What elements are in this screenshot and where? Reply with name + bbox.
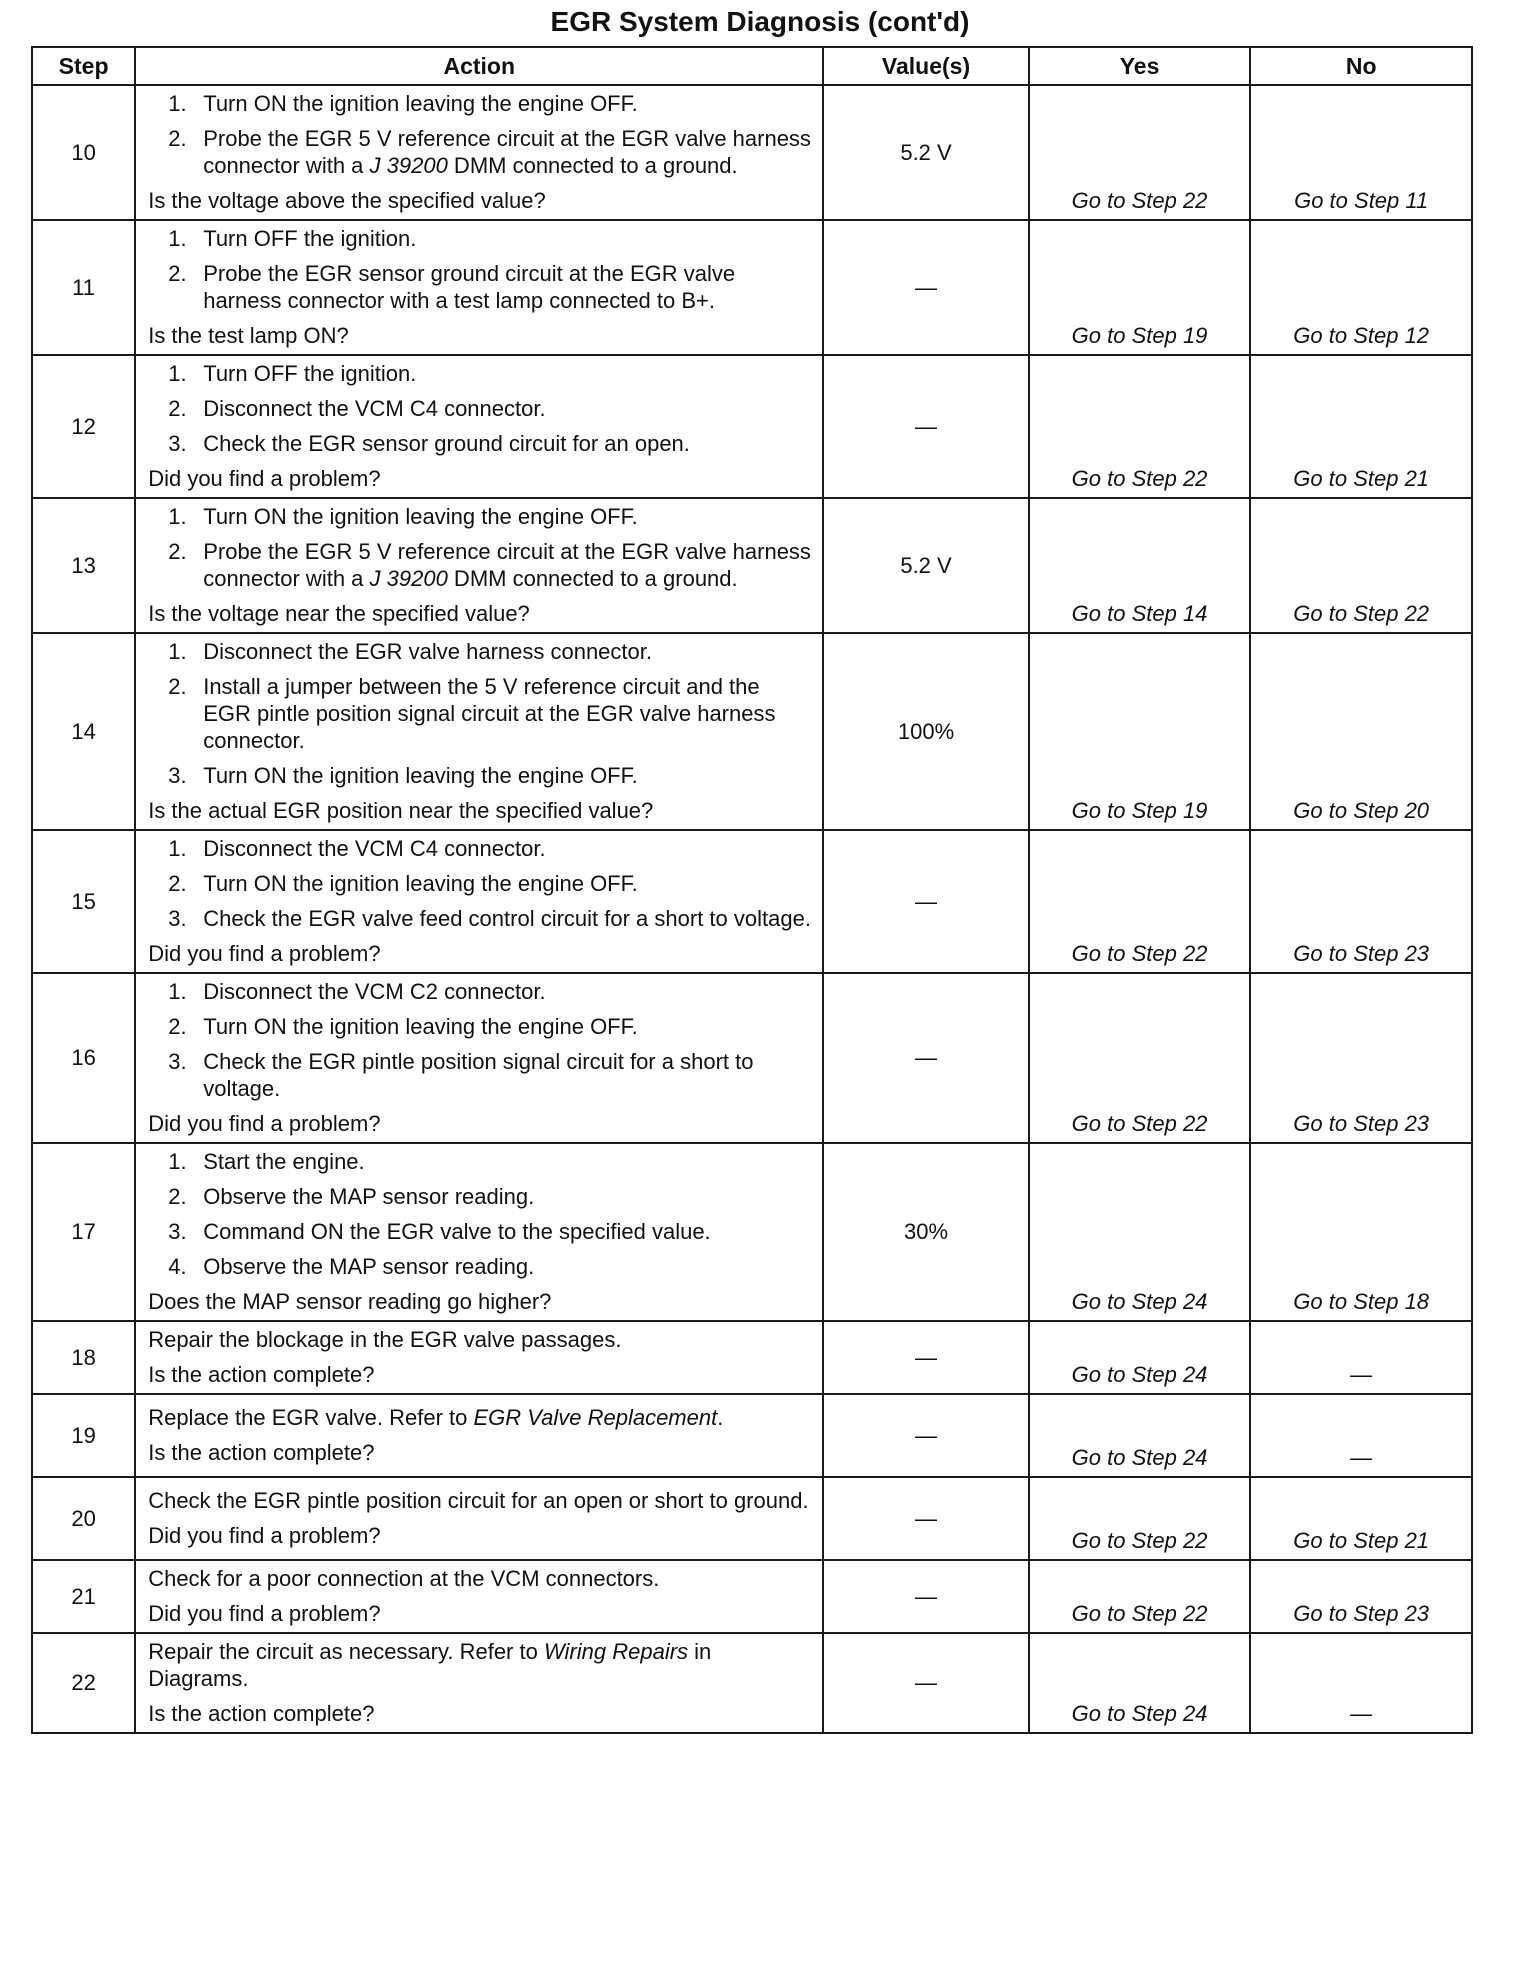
no-cell: Go to Step 22 xyxy=(1250,498,1472,633)
yes-cell: Go to Step 22 xyxy=(1029,355,1251,498)
table-row xyxy=(32,830,1472,973)
action-step xyxy=(148,870,812,897)
action-step xyxy=(148,225,812,252)
action-cell xyxy=(135,973,823,1143)
action-step xyxy=(148,905,812,932)
no-cell: Go to Step 12 xyxy=(1250,220,1472,355)
table-row xyxy=(32,1143,1472,1321)
yes-cell: Go to Step 22 xyxy=(1029,973,1251,1143)
diagnosis-table xyxy=(31,46,1473,1734)
action-step-number: 2. xyxy=(168,261,187,286)
action-question: Did you find a problem? xyxy=(148,466,381,491)
action-question: Does the MAP sensor reading go higher? xyxy=(148,1289,552,1314)
action-step-number: 3. xyxy=(168,763,187,788)
table-row xyxy=(32,355,1472,498)
table-body xyxy=(32,85,1472,1733)
action-step-number: 2. xyxy=(168,871,187,896)
action-step xyxy=(148,1253,812,1280)
value-cell: — xyxy=(823,1633,1028,1733)
yes-cell: Go to Step 24 xyxy=(1029,1633,1251,1733)
action-step xyxy=(148,125,812,179)
action-text: Replace the EGR valve. Refer to EGR Valve Replacement. xyxy=(148,1405,724,1430)
step-number: 14 xyxy=(32,633,135,830)
action-step-text: Probe the EGR 5 V reference circuit at the EGR valve harness connector with a J 39200 DMM connected to a ground. xyxy=(203,539,811,591)
action-step-number: 1. xyxy=(168,226,187,251)
action-step-number: 3. xyxy=(168,431,187,456)
value-cell: — xyxy=(823,1560,1028,1633)
action-step xyxy=(148,1048,812,1102)
action-text: Check for a poor connection at the VCM connectors. xyxy=(148,1566,660,1591)
action-cell xyxy=(135,1394,823,1477)
table-row xyxy=(32,85,1472,220)
value-cell: — xyxy=(823,1394,1028,1477)
action-step-text: Command ON the EGR valve to the specified value. xyxy=(203,1219,711,1244)
no-cell: Go to Step 23 xyxy=(1250,1560,1472,1633)
action-text: Repair the blockage in the EGR valve passages. xyxy=(148,1327,622,1352)
action-question: Is the actual EGR position near the specified value? xyxy=(148,798,654,823)
action-step xyxy=(148,360,812,387)
header-no: No xyxy=(1250,47,1472,85)
action-step-number: 3. xyxy=(168,906,187,931)
page-title: EGR System Diagnosis (cont'd) xyxy=(550,6,970,37)
yes-cell: Go to Step 14 xyxy=(1029,498,1251,633)
action-step-text: Start the engine. xyxy=(203,1149,365,1174)
action-cell xyxy=(135,498,823,633)
action-step-text: Turn ON the ignition leaving the engine OFF. xyxy=(203,763,638,788)
no-cell: Go to Step 23 xyxy=(1250,973,1472,1143)
action-step xyxy=(148,538,812,592)
action-cell xyxy=(135,1633,823,1733)
no-cell: Go to Step 21 xyxy=(1250,1477,1472,1560)
action-step-number: 1. xyxy=(168,361,187,386)
action-step-number: 1. xyxy=(168,979,187,1004)
value-cell: — xyxy=(823,1321,1028,1394)
header-values: Value(s) xyxy=(823,47,1028,85)
step-number: 16 xyxy=(32,973,135,1143)
action-step-number: 1. xyxy=(168,504,187,529)
action-steps-list xyxy=(148,503,812,592)
action-cell xyxy=(135,220,823,355)
action-cell xyxy=(135,355,823,498)
action-steps-list xyxy=(148,978,812,1102)
action-step-number: 2. xyxy=(168,674,187,699)
value-cell: — xyxy=(823,973,1028,1143)
action-step xyxy=(148,90,812,117)
action-step xyxy=(148,1183,812,1210)
action-steps-list xyxy=(148,360,812,457)
header-action: Action xyxy=(135,47,823,85)
action-step-number: 1. xyxy=(168,1149,187,1174)
action-step xyxy=(148,835,812,862)
action-question: Did you find a problem? xyxy=(148,1523,381,1548)
header-yes: Yes xyxy=(1029,47,1251,85)
action-text: Check the EGR pintle position circuit for an open or short to ground. xyxy=(148,1488,809,1513)
action-step xyxy=(148,430,812,457)
action-step-text: Turn OFF the ignition. xyxy=(203,226,417,251)
table-row xyxy=(32,1321,1472,1394)
action-step xyxy=(148,260,812,314)
action-question: Did you find a problem? xyxy=(148,941,381,966)
step-number: 15 xyxy=(32,830,135,973)
yes-cell: Go to Step 19 xyxy=(1029,220,1251,355)
value-cell: — xyxy=(823,355,1028,498)
step-number: 19 xyxy=(32,1394,135,1477)
action-step-number: 2. xyxy=(168,539,187,564)
no-cell: — xyxy=(1250,1321,1472,1394)
yes-cell: Go to Step 24 xyxy=(1029,1321,1251,1394)
yes-cell: Go to Step 22 xyxy=(1029,830,1251,973)
value-cell: 5.2 V xyxy=(823,85,1028,220)
action-step-text: Turn ON the ignition leaving the engine OFF. xyxy=(203,1014,638,1039)
action-text: Repair the circuit as necessary. Refer to Wiring Repairs in Diagrams. xyxy=(148,1639,712,1691)
action-step-text: Disconnect the VCM C4 connector. xyxy=(203,836,546,861)
action-cell xyxy=(135,1477,823,1560)
action-step-text: Disconnect the VCM C2 connector. xyxy=(203,979,546,1004)
action-step-number: 1. xyxy=(168,836,187,861)
no-cell: Go to Step 21 xyxy=(1250,355,1472,498)
action-step-number: 2. xyxy=(168,396,187,421)
action-step xyxy=(148,978,812,1005)
action-cell xyxy=(135,633,823,830)
action-cell xyxy=(135,1321,823,1394)
action-cell xyxy=(135,1143,823,1321)
yes-cell: Go to Step 22 xyxy=(1029,85,1251,220)
action-question: Is the test lamp ON? xyxy=(148,323,349,348)
action-step-number: 2. xyxy=(168,1014,187,1039)
action-steps-list xyxy=(148,835,812,932)
action-step xyxy=(148,503,812,530)
action-step-text: Turn ON the ignition leaving the engine OFF. xyxy=(203,504,638,529)
no-cell: — xyxy=(1250,1394,1472,1477)
yes-cell: Go to Step 24 xyxy=(1029,1394,1251,1477)
table-row xyxy=(32,220,1472,355)
yes-cell: Go to Step 22 xyxy=(1029,1477,1251,1560)
action-question: Is the voltage above the specified value? xyxy=(148,188,546,213)
value-cell: — xyxy=(823,830,1028,973)
action-question: Is the action complete? xyxy=(148,1701,375,1726)
step-number: 13 xyxy=(32,498,135,633)
action-step-number: 4. xyxy=(168,1254,187,1279)
yes-cell: Go to Step 22 xyxy=(1029,1560,1251,1633)
step-number: 22 xyxy=(32,1633,135,1733)
value-cell: 30% xyxy=(823,1143,1028,1321)
action-step-text: Probe the EGR sensor ground circuit at the EGR valve harness connector with a test lamp connected to B+. xyxy=(203,261,736,313)
header-step: Step xyxy=(32,47,135,85)
yes-cell: Go to Step 24 xyxy=(1029,1143,1251,1321)
step-number: 11 xyxy=(32,220,135,355)
action-step-text: Observe the MAP sensor reading. xyxy=(203,1184,535,1209)
action-step xyxy=(148,1013,812,1040)
action-cell xyxy=(135,1560,823,1633)
action-cell xyxy=(135,85,823,220)
action-cell xyxy=(135,830,823,973)
action-steps-list xyxy=(148,90,812,179)
action-step-number: 2. xyxy=(168,1184,187,1209)
action-step-text: Install a jumper between the 5 V reference circuit and the EGR pintle position signal circuit at the EGR valve harness connector. xyxy=(203,674,776,753)
action-question: Did you find a problem? xyxy=(148,1111,381,1136)
action-step xyxy=(148,1218,812,1245)
no-cell: Go to Step 18 xyxy=(1250,1143,1472,1321)
value-cell: — xyxy=(823,1477,1028,1560)
step-number: 20 xyxy=(32,1477,135,1560)
value-cell: — xyxy=(823,220,1028,355)
action-step-text: Turn ON the ignition leaving the engine OFF. xyxy=(203,871,638,896)
no-cell: Go to Step 23 xyxy=(1250,830,1472,973)
action-step-text: Disconnect the EGR valve harness connector. xyxy=(203,639,652,664)
table-row xyxy=(32,1477,1472,1560)
action-step-text: Disconnect the VCM C4 connector. xyxy=(203,396,546,421)
table-row xyxy=(32,498,1472,633)
action-step xyxy=(148,762,812,789)
action-question: Is the action complete? xyxy=(148,1440,375,1465)
action-steps-list xyxy=(148,638,812,789)
table-row xyxy=(32,633,1472,830)
step-number: 17 xyxy=(32,1143,135,1321)
yes-cell: Go to Step 19 xyxy=(1029,633,1251,830)
step-number: 10 xyxy=(32,85,135,220)
action-question: Is the action complete? xyxy=(148,1362,375,1387)
action-step-text: Turn ON the ignition leaving the engine OFF. xyxy=(203,91,638,116)
table-row xyxy=(32,973,1472,1143)
action-steps-list xyxy=(148,225,812,314)
table-row xyxy=(32,1560,1472,1633)
action-step-number: 3. xyxy=(168,1049,187,1074)
action-step xyxy=(148,395,812,422)
action-step-text: Check the EGR valve feed control circuit for a short to voltage. xyxy=(203,906,811,931)
table-header-row xyxy=(32,47,1472,85)
no-cell: Go to Step 11 xyxy=(1250,85,1472,220)
action-steps-list xyxy=(148,1148,812,1280)
action-step-text: Check the EGR pintle position signal circuit for a short to voltage. xyxy=(203,1049,754,1101)
action-step xyxy=(148,638,812,665)
action-step-number: 1. xyxy=(168,639,187,664)
action-step-number: 3. xyxy=(168,1219,187,1244)
no-cell: Go to Step 20 xyxy=(1250,633,1472,830)
action-question: Is the voltage near the specified value? xyxy=(148,601,530,626)
action-question: Did you find a problem? xyxy=(148,1601,381,1626)
step-number: 21 xyxy=(32,1560,135,1633)
table-row xyxy=(32,1394,1472,1477)
step-number: 12 xyxy=(32,355,135,498)
action-step-text: Probe the EGR 5 V reference circuit at the EGR valve harness connector with a J 39200 DMM connected to a ground. xyxy=(203,126,811,178)
action-step-text: Turn OFF the ignition. xyxy=(203,361,417,386)
action-step xyxy=(148,1148,812,1175)
action-step-number: 2. xyxy=(168,126,187,151)
action-step xyxy=(148,673,812,754)
table-row xyxy=(32,1633,1472,1733)
no-cell: — xyxy=(1250,1633,1472,1733)
value-cell: 5.2 V xyxy=(823,498,1028,633)
step-number: 18 xyxy=(32,1321,135,1394)
action-step-text: Observe the MAP sensor reading. xyxy=(203,1254,535,1279)
value-cell: 100% xyxy=(823,633,1028,830)
action-step-number: 1. xyxy=(168,91,187,116)
action-step-text: Check the EGR sensor ground circuit for an open. xyxy=(203,431,690,456)
